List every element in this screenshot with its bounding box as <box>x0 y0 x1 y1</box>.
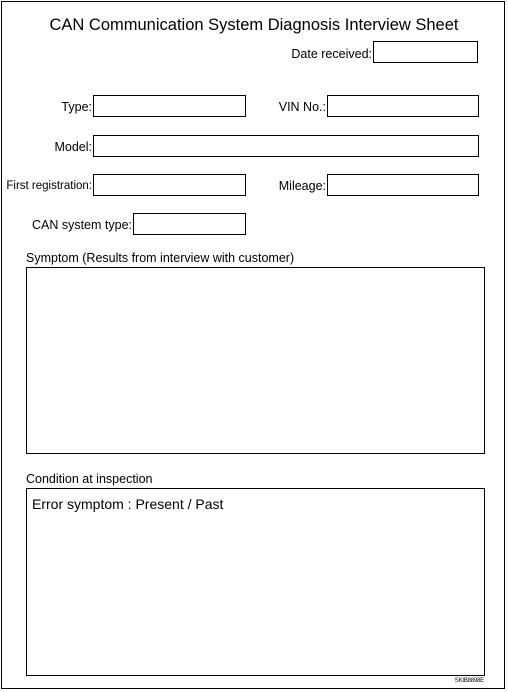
error-symptom-text: Error symptom : Present / Past <box>32 496 224 512</box>
condition-label: Condition at inspection <box>26 472 153 486</box>
date-received-field[interactable] <box>373 41 478 63</box>
date-received-label: Date received: <box>291 47 372 61</box>
figure-code: SKIB8898E <box>454 678 484 684</box>
symptom-label: Symptom (Results from interview with customer) <box>26 251 295 265</box>
mileage-field[interactable] <box>327 174 479 196</box>
model-label: Model: <box>54 140 92 154</box>
sheet-title: CAN Communication System Diagnosis Interview Sheet <box>49 16 459 34</box>
type-field[interactable] <box>93 95 246 117</box>
mileage-label: Mileage: <box>278 179 326 193</box>
can-system-type-field[interactable] <box>133 213 246 235</box>
first-registration-label: First registration: <box>6 180 92 192</box>
symptom-textarea[interactable] <box>26 267 485 454</box>
vin-label: VIN No.: <box>278 100 326 114</box>
first-registration-field[interactable] <box>93 174 246 196</box>
can-system-type-label: CAN system type: <box>31 218 132 232</box>
interview-sheet <box>1 1 505 689</box>
vin-field[interactable] <box>327 95 479 117</box>
type-label: Type: <box>61 100 92 114</box>
condition-box[interactable] <box>26 488 485 676</box>
model-field[interactable] <box>93 135 479 157</box>
